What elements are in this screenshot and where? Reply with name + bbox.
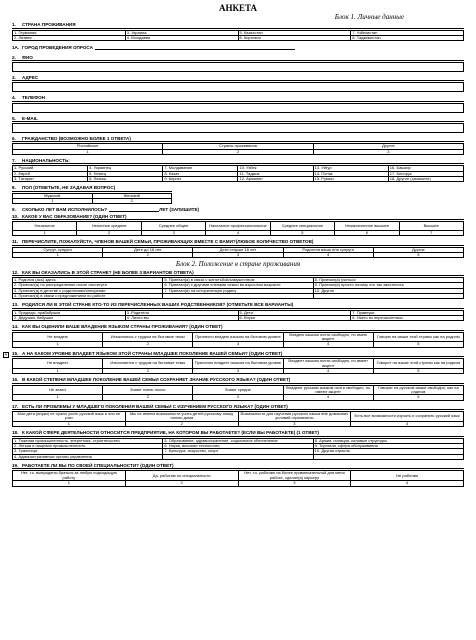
q13-option[interactable]: 5. Дети xyxy=(238,310,351,315)
q18-option[interactable]: 5. Образование, здравоохранение, социальное обеспечение xyxy=(163,438,313,443)
q15-code[interactable]: 1 xyxy=(13,368,103,373)
q12-option[interactable]: 2. Приехал(а) по распределению после института xyxy=(13,283,163,288)
q7-option[interactable]: 13. Уйгур xyxy=(313,166,388,171)
q19-code[interactable]: 1 xyxy=(13,481,126,486)
q17-rule xyxy=(12,409,464,410)
q7-option[interactable]: 4. Украинец xyxy=(88,166,163,171)
q19-option: Не работаю xyxy=(351,471,464,481)
q14-option: Говорю на языке этой страны как на родном xyxy=(373,332,463,342)
q17-option: Мои дети (внуки) не нужно учить русский язык и они не учат xyxy=(13,412,126,422)
q16-option: Владеют русским языком почти свободно, но имеют акцент xyxy=(283,385,373,395)
q13-option[interactable]: 3. Родители xyxy=(125,310,238,315)
q19-header: 19. РАБОТАЕТЕ ЛИ ВЫ ПО СВОЕЙ СПЕЦИАЛЬНОСТИ? (ОДИН ОТВЕТ) xyxy=(12,463,174,469)
q14-code[interactable]: 5 xyxy=(373,342,463,347)
q14-code[interactable]: 4 xyxy=(283,342,373,347)
q12-option[interactable]: 3. Приехал(а) в детстве с родителями/опекунами xyxy=(13,288,163,293)
q16-option: Знают очень плохо xyxy=(103,385,193,395)
q15-option: Владеет языком почти свободно, но имеет акцент xyxy=(283,359,373,369)
q13-option[interactable]: 6. Внуки xyxy=(238,316,351,321)
q8-header: 8. ПОЛ (ОТМЕТЬТЕ, НЕ ЗАДАВАЯ ВОПРОС) xyxy=(12,185,116,191)
q8-rule xyxy=(12,191,172,192)
q10-option: Незаконченное высшее xyxy=(335,222,399,231)
q7-option[interactable]: 7. Молдаванин xyxy=(163,166,238,171)
q12-option[interactable]: 5. Приехал(а) в связи с женитьбой/замужеством xyxy=(163,277,313,282)
q7-option[interactable]: 8. Казах xyxy=(163,171,238,176)
q17-code[interactable]: 2 xyxy=(125,421,238,426)
q2-rule xyxy=(12,60,464,61)
q1-option[interactable]: 4. Молдавия xyxy=(125,36,238,41)
q6-code[interactable]: 1 xyxy=(13,149,163,154)
block-1-title: Блок 1. Личные данные xyxy=(334,13,404,21)
q15-option: Прилично владеет языком на бытовом уровне xyxy=(193,359,283,369)
q15-code[interactable]: 2 xyxy=(103,368,193,373)
q14-option: Прилично владею языком на бытовом уровне xyxy=(193,332,283,342)
q8-code[interactable]: 1 xyxy=(13,199,93,204)
q6-rule xyxy=(12,141,464,142)
q10-option: Неполное среднее xyxy=(77,222,141,231)
q18-options-table xyxy=(12,438,464,461)
q17-code[interactable]: 3 xyxy=(238,421,351,426)
q11-code[interactable]: 4 xyxy=(283,253,373,258)
q12-header: 12. КАК ВЫ ОКАЗАЛИСЬ В ЭТОЙ СТРАНЕ? (НЕ БОЛЕЕ 3 ВАРИАНТОВ ОТВЕТА) xyxy=(12,269,194,275)
q16-rule xyxy=(12,383,464,384)
move-handle-icon[interactable]: + xyxy=(4,351,8,358)
questionnaire-sheet xyxy=(4,3,464,487)
q7-option[interactable]: 9. Киргиз xyxy=(163,176,238,181)
q7-option[interactable]: 11. Таджик xyxy=(238,171,313,176)
q11-code[interactable]: 2 xyxy=(103,253,193,258)
phone-field[interactable] xyxy=(12,103,464,113)
q11-option: Супруг, супруга xyxy=(13,247,103,252)
q10-option: Начальное профессиональное xyxy=(206,222,270,231)
q16-header: 16. В КАКОЙ СТЕПЕНИ МЛАДШЕЕ ПОКОЛЕНИЕ ВАШЕЙ СЕМЬИ СОХРАНЯЕТ ЗНАНИЕ РУССКОГО ЯЗЫКА? (ОДИН ОТВЕТ) xyxy=(12,377,291,383)
q15-code[interactable]: 4 xyxy=(283,368,373,373)
q19-options-table xyxy=(12,470,464,486)
q8-options-table xyxy=(12,193,172,205)
q6-code[interactable]: 3 xyxy=(313,149,463,154)
q7-option[interactable]: 14. Поляк xyxy=(313,171,388,176)
q8-option: Мужской xyxy=(13,193,93,198)
q11-option: Другие xyxy=(373,247,463,252)
email-field[interactable] xyxy=(12,123,464,133)
q13-option[interactable]: 7. Правнуки xyxy=(351,310,464,315)
q6-code[interactable]: 2 xyxy=(163,149,313,154)
q1-option[interactable]: 2. Латвия xyxy=(13,36,126,41)
q11-rule xyxy=(12,245,464,246)
q15-options-table xyxy=(12,358,464,374)
q13-option[interactable]: 1. Прадеды, прабабушки xyxy=(13,310,126,315)
q19-option: Нет, т.к. работаю на более привлекательной для меня работе, сделал(а) карьеру xyxy=(238,471,351,481)
q10-rule xyxy=(12,219,464,220)
q6-options-table xyxy=(12,143,464,155)
q18-option[interactable]: 1. Тяжелая промышленность, энергетика, строительство xyxy=(13,438,163,443)
q10-code[interactable]: 5 xyxy=(270,231,334,236)
q18-option[interactable]: 9. Торговля, сфера обслуживания xyxy=(313,443,463,448)
q16-option: Говорят на русском языке свободно, как на родном xyxy=(373,385,463,395)
q10-code[interactable]: 6 xyxy=(335,231,399,236)
q11-option: Дети до 18 лет xyxy=(103,247,193,252)
q1-option[interactable]: 3. Украина xyxy=(125,30,238,35)
q14-option: Владею языком почти свободно, но имею акцент xyxy=(283,332,373,342)
q18-option[interactable]: 8. Армия, полиция, силовые структуры xyxy=(313,438,463,443)
q11-option: Дети старше 18 лет xyxy=(193,247,283,252)
q14-rule xyxy=(12,330,464,331)
q5-rule xyxy=(12,121,464,122)
q6-option: Страны проживания xyxy=(163,144,313,149)
q10-code[interactable]: 3 xyxy=(141,231,205,236)
q2-header: 2. ФИО xyxy=(12,54,33,60)
q3-header: 3. АДРЕС xyxy=(12,75,39,81)
q7-option[interactable]: 1. Русский xyxy=(13,166,88,171)
q8-option: Женский xyxy=(92,193,172,198)
q18-option[interactable]: 3. Транспорт xyxy=(13,449,163,454)
q10-header: 10. КАКОЕ У ВАС ОБРАЗОВАНИЕ? (ОДИН ОТВЕТ) xyxy=(12,213,127,219)
q7-option[interactable]: 2. Еврей xyxy=(13,171,88,176)
q1-options-table xyxy=(12,30,464,42)
q7-option[interactable]: 15. Румын xyxy=(313,176,388,181)
q14-option: Изъясняюсь с трудом на бытовые темы xyxy=(103,332,193,342)
q11-header: 11. ПЕРЕЧИСЛИТЕ, ПОЖАЛУЙСТА, ЧЛЕНОВ ВАШЕЙ СЕМЬИ, ПРОЖИВАЮЩИХ ВМЕСТЕ С ВАМИ?(ЛЮБОЕ КОЛИЧЕСТВО ОТВЕТОВ) xyxy=(12,239,314,245)
q11-options-table xyxy=(12,247,464,259)
q12-option[interactable]: 8. Приехал(а) учиться xyxy=(313,277,463,282)
q17-option: Есть все возможности изучать и сохранять русский язык xyxy=(351,412,464,422)
q15-rule xyxy=(12,356,464,357)
q18-option[interactable]: 7. Культура, искусство, спорт xyxy=(163,449,313,454)
q10-code[interactable]: 1 xyxy=(13,231,77,236)
q4-header: 4. ТЕЛЕФОН xyxy=(12,95,45,101)
q7-option[interactable]: 18. Другое (запишите) xyxy=(388,176,463,181)
q13-rule xyxy=(12,308,464,309)
q12-option[interactable]: 6. Приехал(а) с другими членами семьи во взрослом возрасте xyxy=(163,283,313,288)
q10-code[interactable]: 4 xyxy=(206,231,270,236)
q14-options-table xyxy=(12,332,464,348)
q18-option[interactable]: 6. Наука, высокие технологии xyxy=(163,443,313,448)
q7-option[interactable]: 10. Узбек xyxy=(238,166,313,171)
age-input-line[interactable] xyxy=(109,208,159,212)
q5-header: 5. E-MAIL xyxy=(12,115,38,121)
q16-code[interactable]: 5 xyxy=(373,395,463,400)
q16-code[interactable]: 3 xyxy=(193,395,283,400)
q16-code[interactable]: 2 xyxy=(103,395,193,400)
q14-code[interactable]: 1 xyxy=(13,342,103,347)
q1-option[interactable]: 6. Киргизия xyxy=(238,36,351,41)
q11-code[interactable]: 1 xyxy=(13,253,103,258)
q3-rule xyxy=(12,80,464,81)
q10-code[interactable]: 7 xyxy=(399,231,463,236)
q18-rule xyxy=(12,436,464,437)
q10-code[interactable]: 2 xyxy=(77,231,141,236)
q13-option[interactable]: 4. Лично вы xyxy=(125,316,238,321)
q10-option: Среднее специальное xyxy=(270,222,334,231)
q17-options-table xyxy=(12,411,464,427)
q15-code[interactable]: 3 xyxy=(193,368,283,373)
q1-rule xyxy=(12,28,464,29)
q6-option: Другое xyxy=(313,144,463,149)
q18-option[interactable]: 4. Административные органы управления xyxy=(13,454,163,459)
q7-option[interactable]: 6. Латыш xyxy=(88,176,163,181)
q12-option[interactable]: 1. Родился (ась) здесь xyxy=(13,277,163,282)
q1-option[interactable]: 7. Узбекистан xyxy=(351,30,464,35)
q12-option[interactable]: 9. Приехал(а) просто потому что так захотелось xyxy=(313,283,463,288)
q7-option[interactable]: 3. Татарин xyxy=(13,176,88,181)
q12-option[interactable]: 7. Приехал(а) на историческую родину xyxy=(163,288,313,293)
q1-option[interactable]: 1. Германия xyxy=(13,30,126,35)
q1-option[interactable]: 8. Таджикистан xyxy=(351,36,464,41)
q18-option[interactable]: 10. Другая отрасль xyxy=(313,449,463,454)
q10-option: Среднее общее xyxy=(141,222,205,231)
q15-option: Говорит на языке этой страны как на родном xyxy=(373,359,463,369)
q14-header: 14. КАК ВЫ ОЦЕНИЛИ ВАШЕ ВЛАДЕНИЕ ЯЗЫКОМ СТРАНЫ ПРОЖИВАНИЯ? (ОДИН ОТВЕТ) xyxy=(12,324,223,330)
address-field[interactable] xyxy=(12,82,464,92)
q12-option[interactable]: 10. Другое xyxy=(313,288,463,293)
q16-option: Не знают xyxy=(13,385,103,395)
q13-header: 13. РОДИЛСЯ ЛИ В ЭТОЙ СТРАНЕ КТО-ТО ИЗ ПЕРЕЧИСЛЕННЫХ ВАШИХ РОДСТВЕННИКОВ? (ОТМЕТЬТЕ ВСЕ ВАРИАНТЫ) xyxy=(12,302,294,308)
q9-header: 9. СКОЛЬКО ЛЕТ ВАМ ИСПОЛНИЛОСЬ? ЛЕТ (ЗАПИШИТЕ) xyxy=(12,207,200,213)
form-title: АНКЕТА xyxy=(218,3,258,13)
q7-option[interactable]: 17. Белорус xyxy=(388,171,463,176)
q17-option: Мы не имеем возможности учить детей русскому языку только дома xyxy=(125,412,238,422)
q12-rule xyxy=(12,275,464,276)
q16-option: Знают средне xyxy=(193,385,283,395)
q7-option[interactable]: 12. Армянин xyxy=(238,176,313,181)
q1a-header: 1А. ГОРОД ПРОВЕДЕНИЯ ОПРОСА xyxy=(12,45,464,50)
q13-option[interactable]: 2. Дедушки, бабушки xyxy=(13,316,126,321)
q17-code[interactable]: 1 xyxy=(13,421,126,426)
q19-option: Да, работаю по специальности xyxy=(125,471,238,481)
q16-options-table xyxy=(12,385,464,401)
q7-header: 7. НАЦИОНАЛЬНОСТЬ: xyxy=(12,157,70,163)
q10-option: Высшее xyxy=(399,222,463,231)
q19-code[interactable]: 3 xyxy=(238,481,351,486)
q15-option: Не владеет xyxy=(13,359,103,369)
q15-option: Изъясняется с трудом на бытовые темы xyxy=(103,359,193,369)
q1-header: 1. СТРАНА ПРОЖИВАНИЯ xyxy=(12,22,76,28)
q15-header: 15. А НА КАКОМ УРОВНЕ ВЛАДЕЕТ ЯЗЫКОМ ЭТОЙ СТРАНЫ МЛАДШЕЕ ПОКОЛЕНИЕ ВАШЕЙ СЕМЬИ? (ОДИН ОТВЕТ) xyxy=(12,350,283,356)
q14-option: Не владею xyxy=(13,332,103,342)
q8-code[interactable]: 2 xyxy=(92,199,172,204)
q7-option[interactable]: 5. Немец xyxy=(88,171,163,176)
q6-header: 6. ГРАЖДАНСТВО (ВОЗМОЖНО БОЛЕЕ 1 ОТВЕТА) xyxy=(12,135,131,141)
q19-code[interactable]: 4 xyxy=(351,481,464,486)
q18-header: 18. К КАКОЙ СФЕРЕ ДЕЯТЕЛЬНОСТИ ОТНОСИТСЯ ПРЕДПРИЯТИЕ, НА КОТОРОМ ВЫ РАБОТАЕТЕ? (ЕСЛИ ВЫ РАБОТАЕТЕ) (1 ОТВЕТ) xyxy=(12,430,319,436)
q17-code[interactable]: 4 xyxy=(351,421,464,426)
q12-options-table xyxy=(12,277,464,300)
q19-rule xyxy=(12,468,464,469)
q11-code[interactable]: 5 xyxy=(373,253,463,258)
fio-field[interactable] xyxy=(12,62,464,72)
q15-code[interactable]: 5 xyxy=(373,368,463,373)
q4-rule xyxy=(12,101,464,102)
q7-option[interactable]: 16. Башкир xyxy=(388,166,463,171)
q10-option: Начальное xyxy=(13,222,77,231)
q13-options-table xyxy=(12,310,464,322)
q13-option[interactable]: 8. Никто из перечисленных xyxy=(351,316,464,321)
q16-code[interactable]: 1 xyxy=(13,395,103,400)
q11-code[interactable]: 3 xyxy=(193,253,283,258)
q6-option: Российское xyxy=(13,144,163,149)
q14-code[interactable]: 2 xyxy=(103,342,193,347)
q7-rule xyxy=(12,163,464,164)
q10-options-table xyxy=(12,221,464,236)
q19-option: Нет, т.к. вынуждены браться за любую подходящую работу xyxy=(13,471,126,481)
q18-option[interactable]: 2. Легкая и пищевая промышленность xyxy=(13,443,163,448)
q16-code[interactable]: 4 xyxy=(283,395,373,400)
q19-code[interactable]: 2 xyxy=(125,481,238,486)
q12-option[interactable]: 4. Приехал(а) в связи с предложением по работе xyxy=(13,293,163,298)
q1-option[interactable]: 5. Казахстан xyxy=(238,30,351,35)
q17-header: 17. ЕСТЬ ЛИ ПРОБЛЕМЫ У МЛАДШЕГО ПОКОЛЕНИЯ ВАШЕЙ СЕМЬИ С ИЗУЧЕНИЕМ РУССКОГО ЯЗЫКА? (ОДИН ОТВЕТ) xyxy=(12,403,288,409)
block-2-title: Блок 2. Положение в стране проживания xyxy=(175,260,301,269)
city-input-line[interactable] xyxy=(95,46,295,50)
q14-code[interactable]: 3 xyxy=(193,342,283,347)
q11-option: Родители ваши или супруга xyxy=(283,247,373,252)
q7-options-table xyxy=(12,165,464,182)
q17-option: Возможности для изучения русского языка вне домашних условий ограничены xyxy=(238,412,351,422)
